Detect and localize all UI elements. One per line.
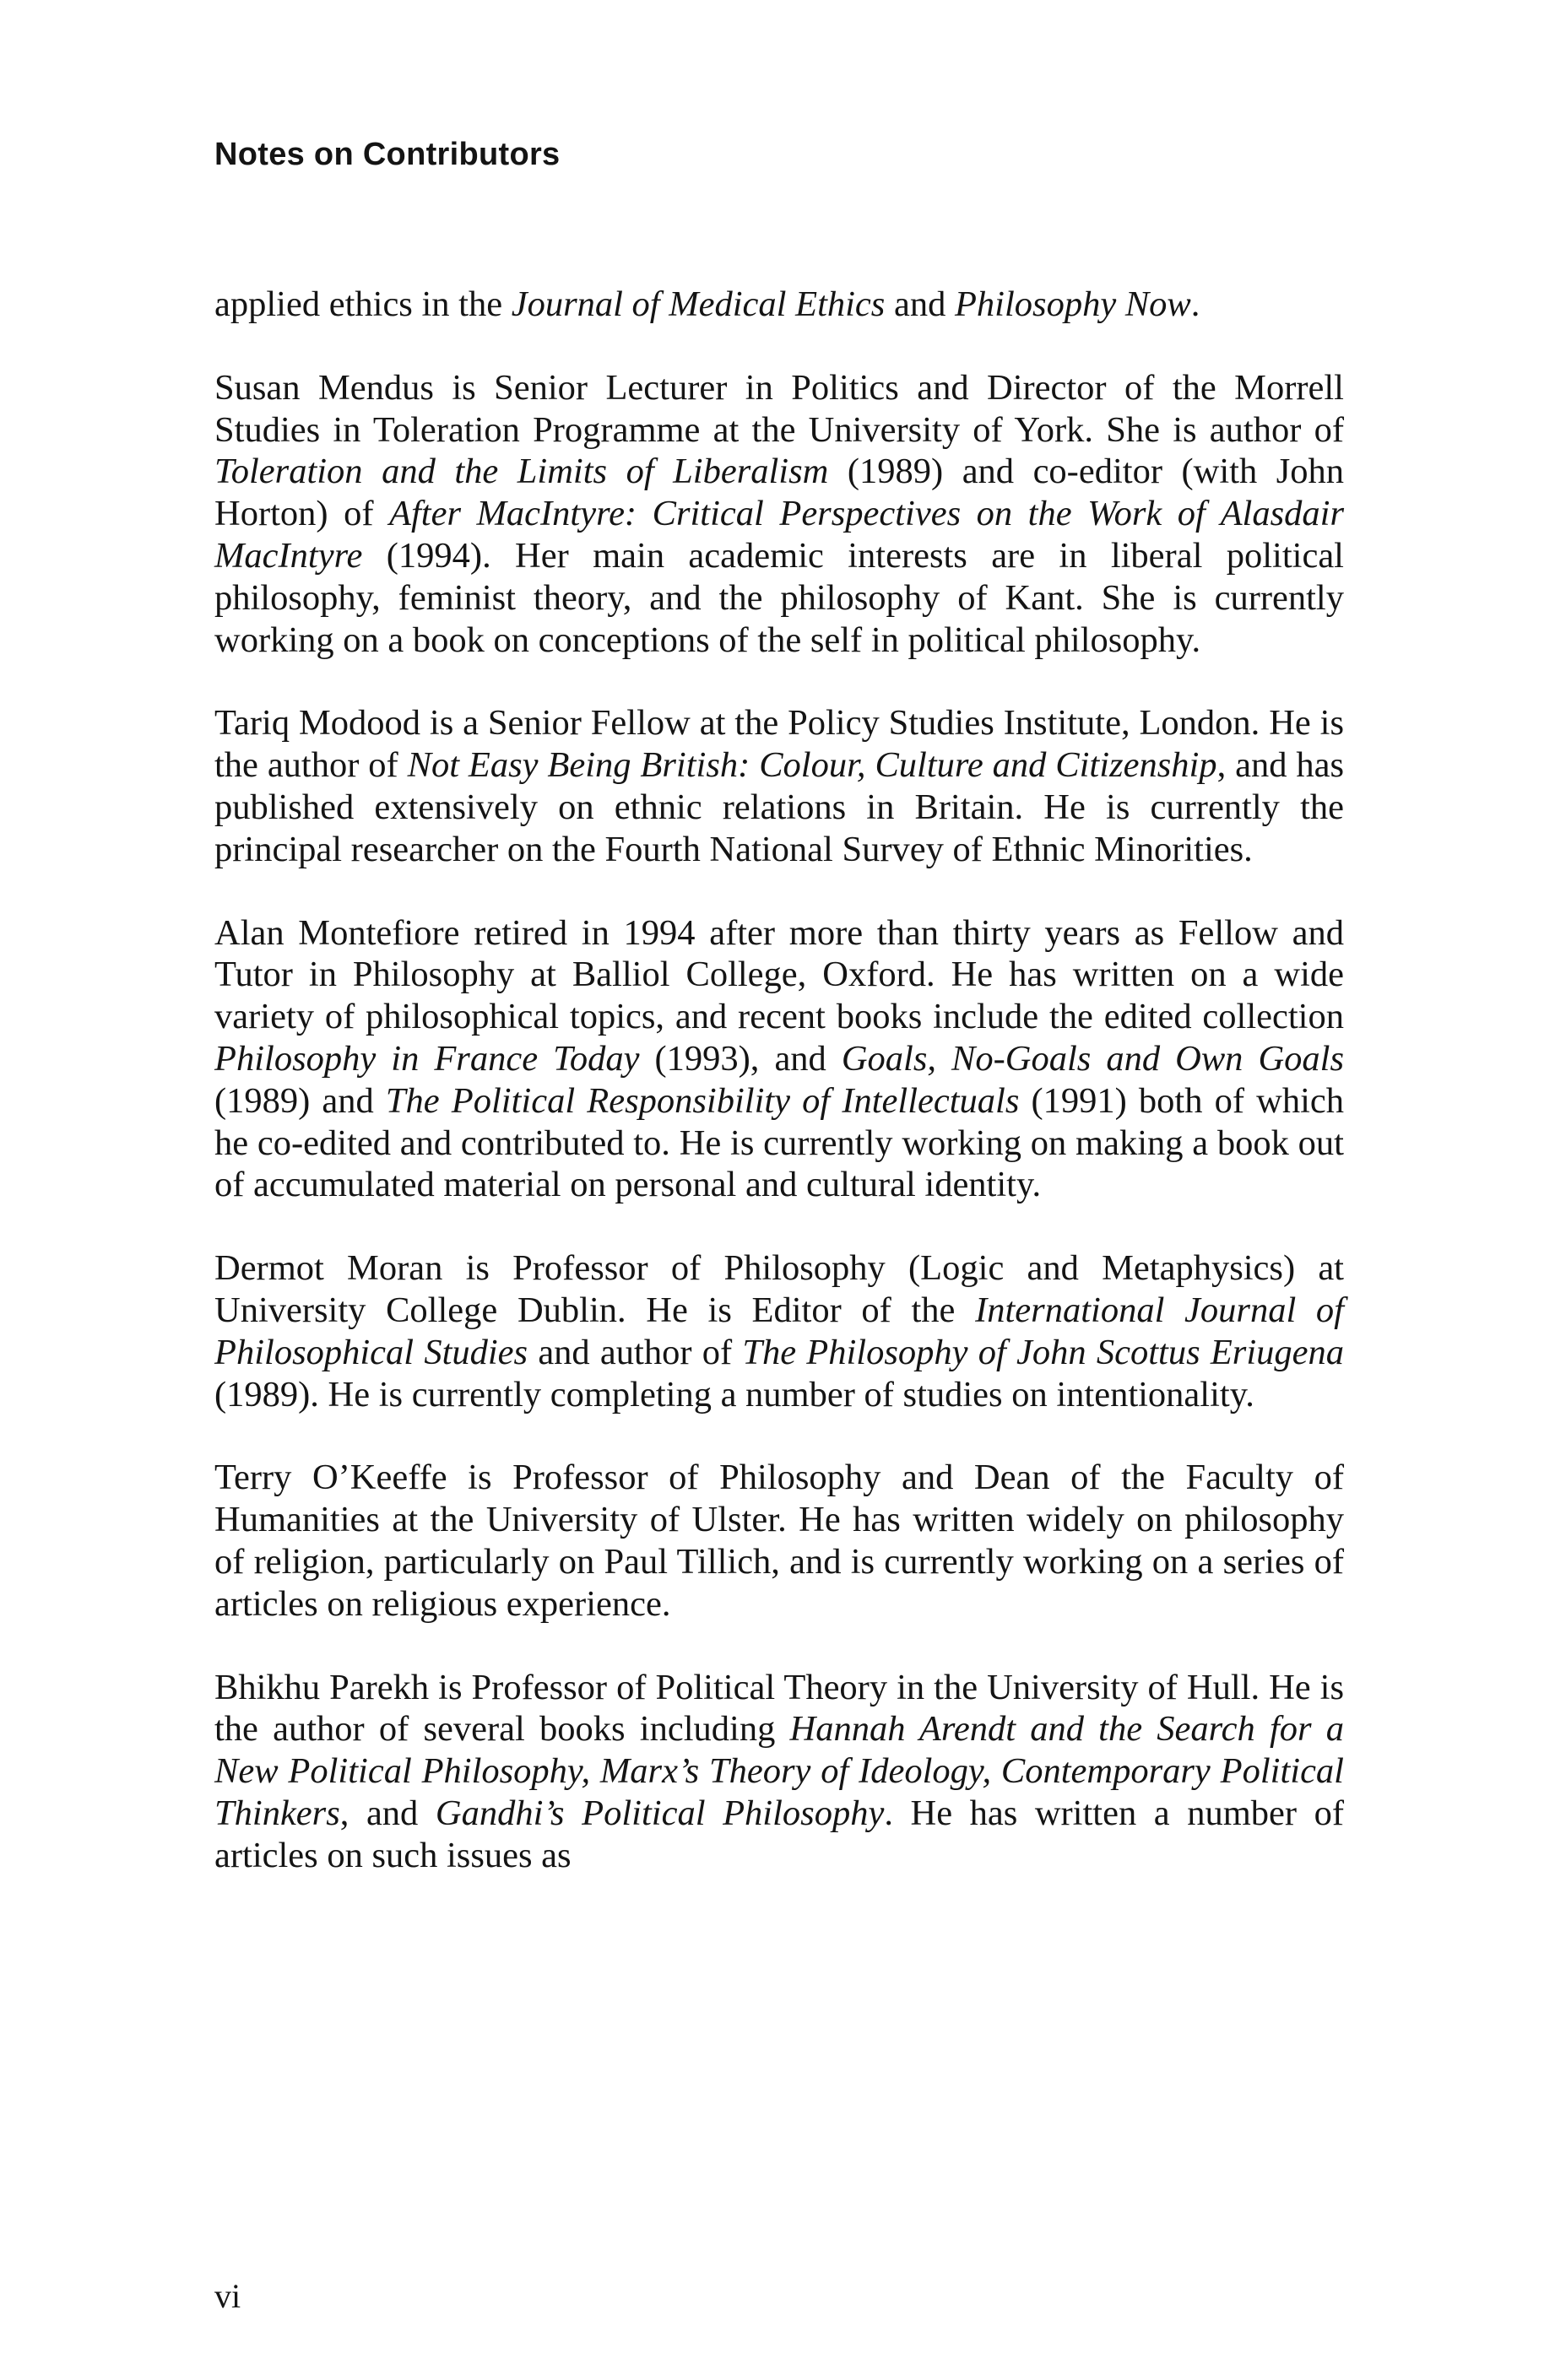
- italic-title-run: International Journal of Philosophical Studies: [214, 1290, 1344, 1372]
- italic-title-run: Toleration and the Limits of Liberalism: [214, 452, 829, 492]
- text-run: Alan Montefiore retired in 1994 after more than thirty years as Fellow and Tutor in Philosophy at Balliol College, Oxford. He has written on a wide variety of philosophical topics, and recent books include the edited collection: [214, 912, 1344, 1037]
- text-run: and: [885, 284, 955, 324]
- italic-title-run: Philosophy Now: [954, 284, 1191, 324]
- text-run: (1994). Her main academic interests are in liberal political philosophy, feminist theory, and the philosophy of Kant. She is currently working on a book on conceptions of the self in political philosophy.: [214, 535, 1344, 660]
- contributor-note-tariq-modood: [214, 702, 1344, 870]
- text-run: (1989) and: [214, 1080, 386, 1121]
- italic-title-run: The Philosophy of John Scottus Eriugena: [742, 1332, 1344, 1372]
- running-head: Notes on Contributors: [214, 137, 561, 172]
- contributor-note-bhikhu-parekh: [214, 1667, 1344, 1877]
- text-run: . He has written a number of articles on such issues as: [214, 1793, 1344, 1875]
- text-run: , and has published extensively on ethnic relations in Britain. He is currently the principal researcher on the Fourth National Survey of Ethnic Minorities.: [214, 745, 1344, 869]
- contributor-note-dermot-moran: [214, 1247, 1344, 1415]
- italic-title-run: Hannah Arendt and the Search for a New Political Philosophy, Marx’s Theory of Ideology, Contemporary Political Thinkers: [214, 1709, 1344, 1833]
- text-run: (1993), and: [639, 1038, 842, 1079]
- document-page: [214, 127, 1344, 1877]
- italic-title-run: Gandhi’s Political Philosophy: [435, 1793, 885, 1833]
- italic-title-run: Journal of Medical Ethics: [511, 284, 886, 324]
- contributor-note-susan-mendus: [214, 367, 1344, 662]
- text-run: Dermot Moran is Professor of Philosophy (Logic and Metaphysics) at University College Dublin. He is Editor of the: [214, 1248, 1344, 1330]
- italic-title-run: Philosophy in France Today: [214, 1038, 640, 1079]
- italic-title-run: After MacIntyre: Critical Perspectives on the Work of Alasdair MacIntyre: [214, 494, 1345, 576]
- italic-title-run: The Political Responsibility of Intellectuals: [385, 1080, 1020, 1121]
- page-number: vi: [214, 2277, 241, 2315]
- text-run: Susan Mendus is Senior Lecturer in Politics and Director of the Morrell Studies in Toleration Programme at the University of York. She is author of: [214, 367, 1344, 450]
- text-run: applied ethics in the: [214, 284, 512, 324]
- text-run: Bhikhu Parekh is Professor of Political Theory in the University of Hull. He is the author of several books including: [214, 1667, 1344, 1750]
- text-run: , and: [339, 1793, 436, 1833]
- text-run: (1991) both of which he co-edited and contributed to. He is currently working on making a book out of accumulated material on personal and cultural identity.: [214, 1080, 1344, 1205]
- text-run: .: [1190, 284, 1200, 324]
- contributor-note-alan-montefiore: [214, 912, 1344, 1207]
- text-run: Tariq Modood is a Senior Fellow at the Policy Studies Institute, London. He is the author of: [214, 703, 1344, 786]
- italic-title-run: Goals, No-Goals and Own Goals: [841, 1038, 1344, 1079]
- text-run: Terry O’Keeffe is Professor of Philosophy and Dean of the Faculty of Humanities at the University of Ulster. He has written widely on philosophy of religion, particularly on Paul Tillich, and is currently working on a series of articles on religious experience.: [214, 1458, 1344, 1624]
- text-run: (1989). He is currently completing a number of studies on intentionality.: [214, 1374, 1254, 1414]
- text-run: (1989) and co-editor (with John Horton) of: [214, 452, 1344, 534]
- contributor-notes: [214, 284, 1344, 1877]
- contributor-note-terry-okeeffe: [214, 1457, 1344, 1625]
- paragraph-continuation: [214, 284, 1344, 326]
- text-run: and author of: [528, 1332, 743, 1372]
- italic-title-run: Not Easy Being British: Colour, Culture and Citizenship: [407, 745, 1217, 786]
